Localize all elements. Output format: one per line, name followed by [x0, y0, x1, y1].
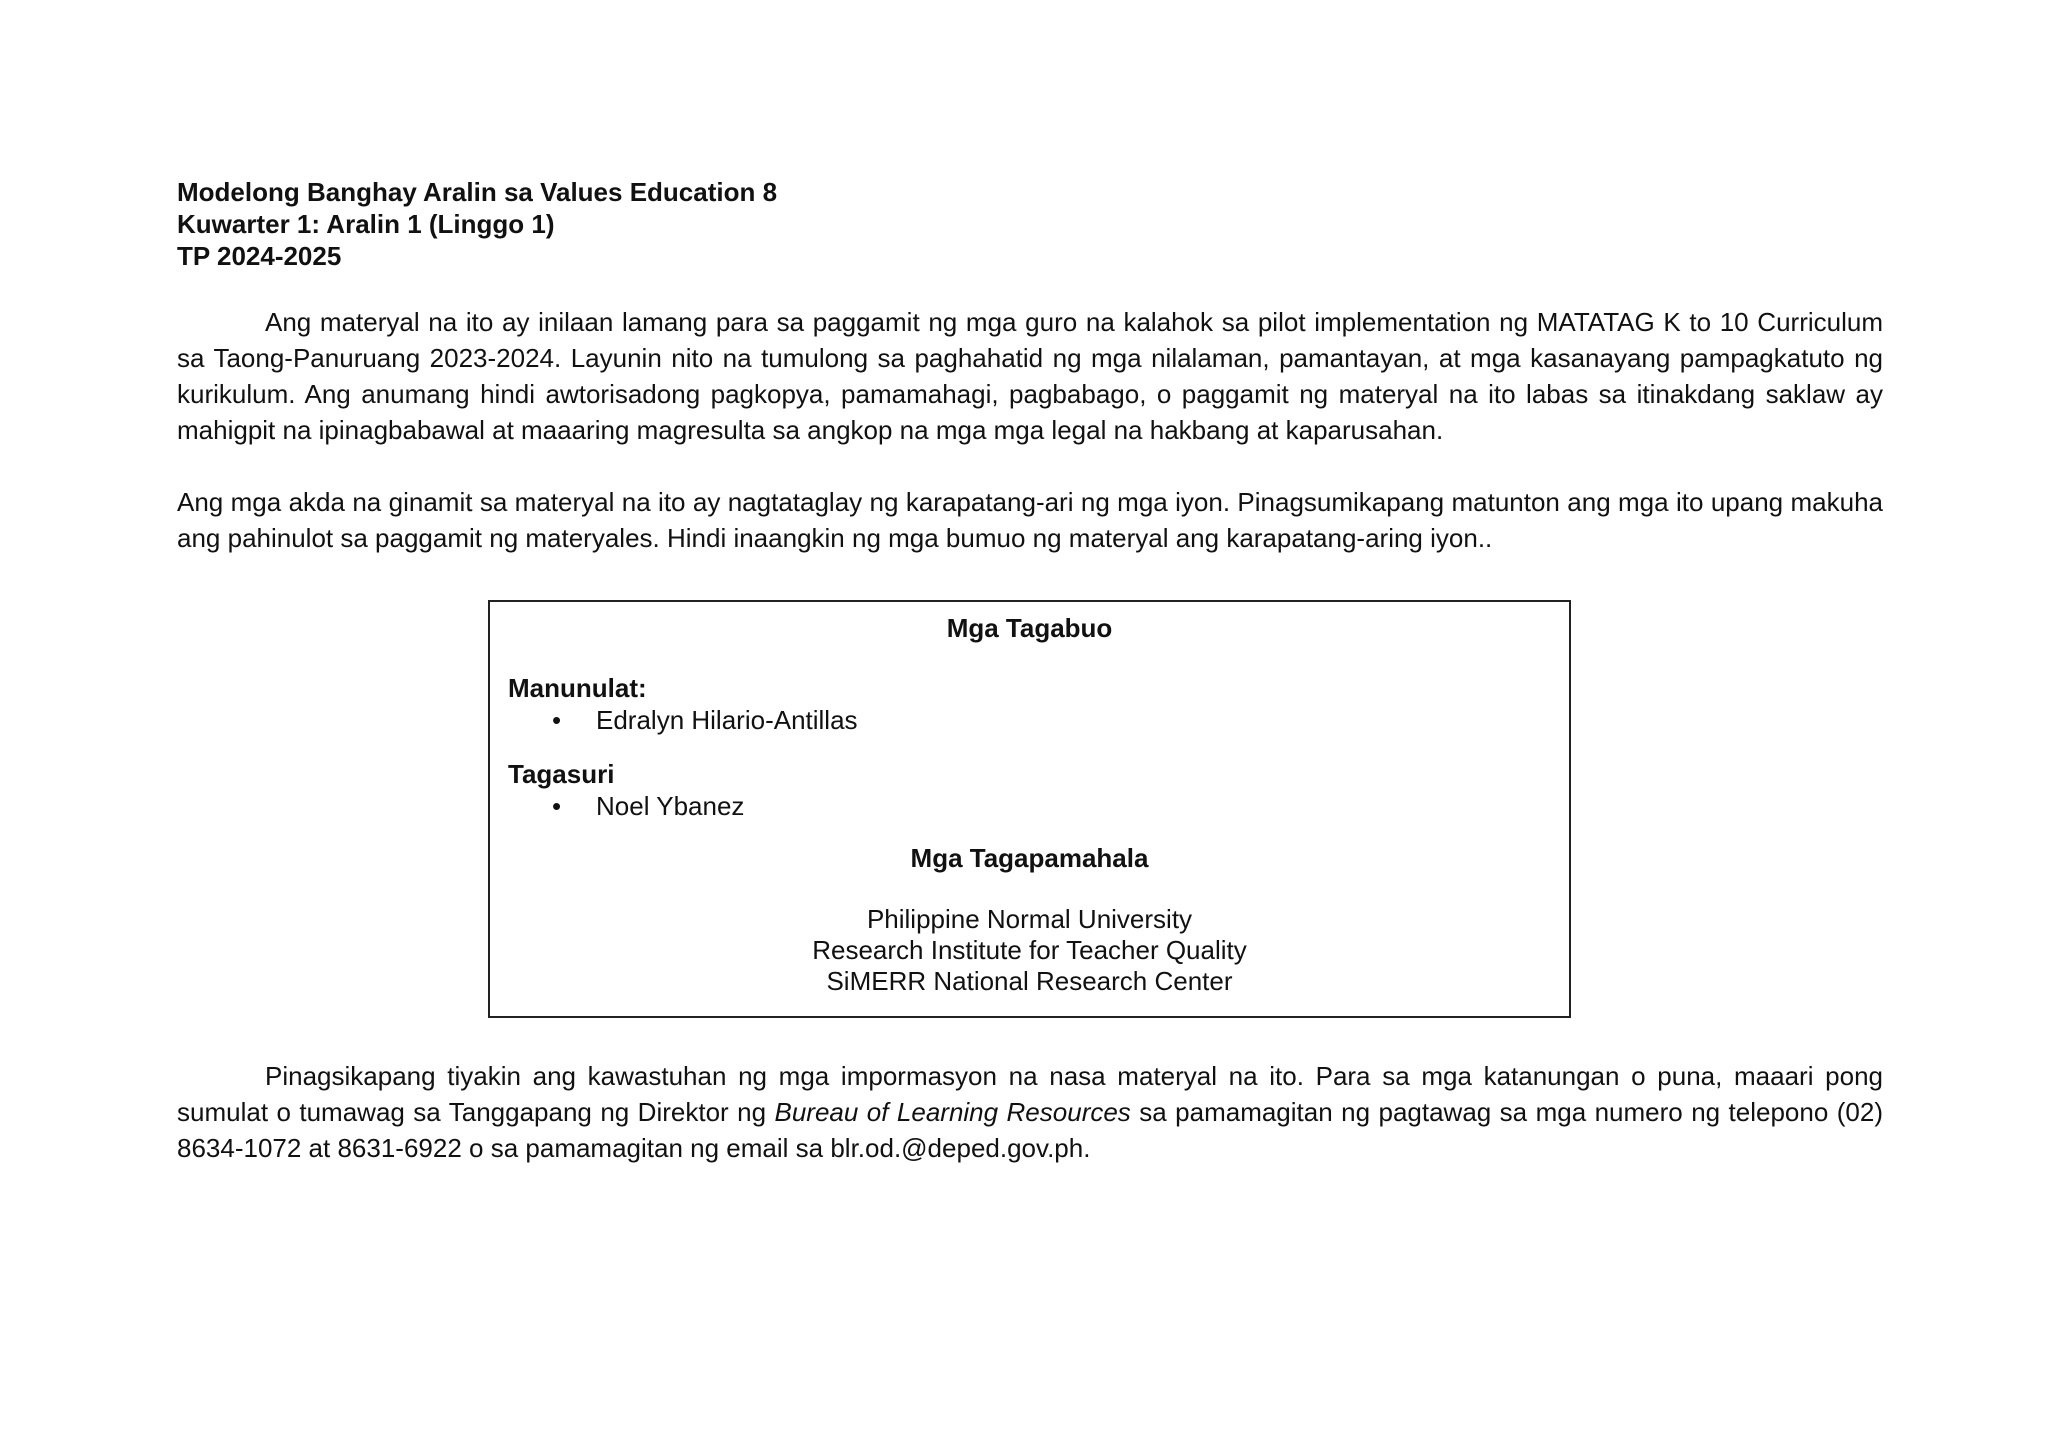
organization-list: [508, 904, 1551, 997]
intro-paragraph: Ang materyal na ito ay inilaan lamang para sa paggamit ng mga guro na kalahok sa pilot implementation ng MATATAG K to 10 Curriculum sa Taong-Panuruang 2023-2024. Layunin nito na tumulong sa paghahatid ng mga nilalaman, pamantayan, at mga kasanayang pampagkatuto ng kurikulum. Ang anumang hindi awtorisadong pagkopya, pamamahagi, pagbabago, o paggamit ng materyal na ito labas sa itinakdang saklaw ay mahigpit na ipinagbabawal at maaaring magresulta sa angkop na mga mga legal na hakbang at kaparusahan.: [177, 307, 1883, 445]
reviewer-name: Noel Ybanez: [596, 791, 745, 821]
reviewer-label: Tagasuri: [508, 759, 615, 789]
writer-label: Manunulat:: [508, 673, 647, 703]
bullet-icon: •: [552, 791, 562, 821]
organization-name: SiMERR National Research Center: [826, 966, 1233, 996]
managers-heading: Mga Tagapamahala: [910, 843, 1149, 873]
contact-text-start: Pinagsikapang tiyakin ang kawastuhan ng mga impormasyon na nasa materyal na ito. Para sa mga katanungan o puna, maaari pong sumulat o tumawag sa Tanggapang ng Direktor ng: [177, 1061, 1883, 1127]
copyright-paragraph: Ang mga akda na ginamit sa materyal na ito ay nagtataglay ng karapatang-ari ng mga iyon. Pinagsumikapang matunton ang mga ito upang makuha ang pahinulot sa paggamit ng materyales. Hindi inaangkin ng mga bumuo ng materyal ang karapatang-aring iyon..: [177, 487, 1883, 553]
writer-list-item: [508, 704, 1551, 736]
contact-text-end: sa pamamagitan ng pagtawag sa mga numero ng telepono (02) 8634-1072 at 8631-6922 o sa pamamagitan ng email sa blr.od.@deped.gov.ph.: [177, 1097, 1883, 1163]
developers-heading: Mga Tagabuo: [946, 613, 1113, 643]
bullet-icon: •: [552, 705, 562, 735]
organization-name: Research Institute for Teacher Quality: [812, 935, 1247, 965]
writer-name: Edralyn Hilario-Antillas: [596, 705, 858, 735]
document-header: [177, 176, 1883, 272]
quarter-lesson-label: Kuwarter 1: Aralin 1 (Linggo 1): [177, 209, 555, 239]
credits-box: [488, 600, 1571, 1018]
reviewer-list-item: [508, 790, 1551, 822]
document-page: [177, 176, 1883, 1166]
organization-name: Philippine Normal University: [866, 904, 1193, 934]
bureau-name: Bureau of Learning Resources: [774, 1097, 1131, 1127]
school-year-label: TP 2024-2025: [177, 241, 342, 271]
document-title: Modelong Banghay Aralin sa Values Education 8: [177, 177, 778, 207]
contact-paragraph: [177, 1058, 1883, 1166]
